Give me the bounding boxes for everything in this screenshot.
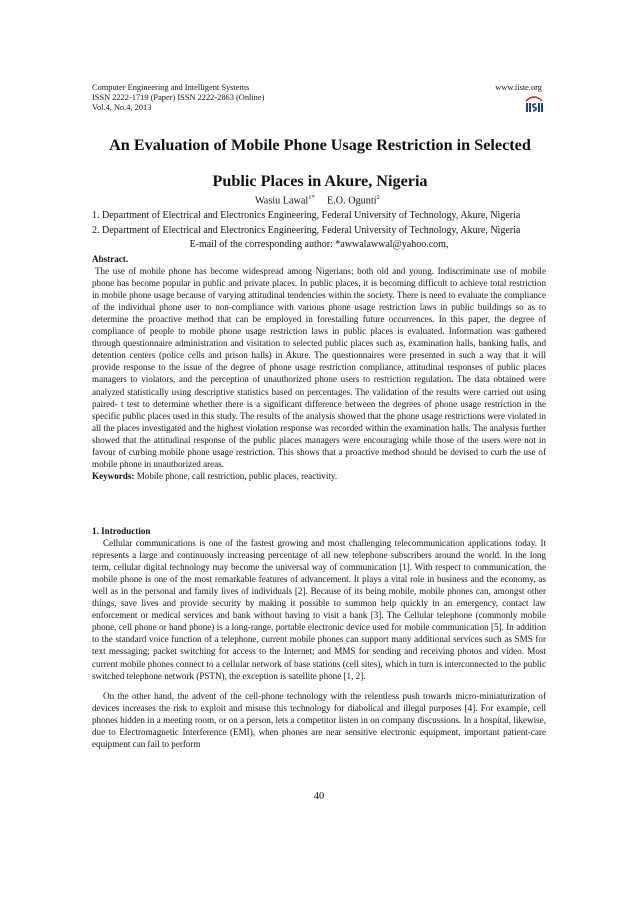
introduction-paragraph-1: Cellular communications is one of the fastest growing and most challenging telecommunication applications today. It represents a large and continuously increasing percentage of all new telephone subscribers around the world. In the long term, cellular digital technology may become the universal way of communication [1]. With respect to communication, the mobile phone is one of the most remarkable features of advancement. It plays a vital role in business and the economy, as well as in the personal and family lives of individuals [2]. Because of its being mobile, mobile phones can, amongst other things, save lives and provide security by making it possible to summon help quickly in an emergency, contact law enforcement or medical services and bank without having to visit a bank [3]. The Cellular telephone (commonly mobile phone, cell phone or hand phone) is a long-range, portable electronic device used for mobile communication [5]. In addition to the standard voice function of a telephone, current mobile phones can support many additional services such as SMS for text messaging; packet switching for access to the Internet; and MMS for sending and receiving photos and video. Most current mobile phones connect to a cellular network of base stations (cell sites), which in turn is interconnected to the public switched telephone network (PSTN), the exception is satellite phone [1, 2]. xyxy=(92,538,546,681)
page-number: 40 xyxy=(313,791,325,802)
journal-issn: ISSN 2222-1719 (Paper) ISSN 2222-2863 (Online) xyxy=(92,93,265,103)
keywords-label: Keywords: xyxy=(92,470,135,481)
journal-url[interactable]: www.iiste.org xyxy=(495,83,542,92)
abstract-section xyxy=(92,253,546,482)
keywords-text: Mobile phone, call restriction, public places, reactivity. xyxy=(136,470,338,481)
affiliations xyxy=(92,209,546,253)
author-2: E.O. Oguntí$^2$ xyxy=(327,194,380,207)
corresponding-email: E-mail of the corresponding author: *awwalawwal@yahoo.com, xyxy=(189,239,449,251)
affiliation-1: 1. Department of Electrical and Electronics Engineering, Federal University of Technology, Akure, Nigeria xyxy=(92,210,521,221)
paper-title: An Evaluation of Mobile Phone Usage Restriction in Selected Public Places in Akure, Nigeria xyxy=(109,136,531,190)
page-header xyxy=(92,83,542,114)
author-1: Wasiu Lawal$^{1*}$ xyxy=(255,194,315,207)
introduction-section xyxy=(92,525,546,750)
affiliation-2: 2. Department of Electrical and Electronics Engineering, Federal University of Technology, Akure, Nigeria xyxy=(92,224,521,236)
journal-name: Computer Engineering and Intelligent Systems xyxy=(92,83,250,92)
keywords-line xyxy=(92,470,546,482)
journal-volume: Vol.4, No.4, 2013 xyxy=(92,103,152,113)
abstract-text: The use of mobile phone has become widespread among Nigerians; both old and young. Indiscriminate use of mobile phone has become popular in public and private places. In public places, it is becoming difficult to achieve total restriction in mobile phone usage because of varying attitudinal tendencies within the society. There is need to evaluate the compliance of the individual phone user to non-compliance with various phone usage restriction laws in public buildings so as to determine the proactive method that can be employed in forestalling future occurrences. In this paper, the degree of compliance of people to mobile phone usage restriction laws in public places is evaluated. Information was gathered through questionnaire administration and visitation to selected public places such as, examination halls, banking halls, and detention centers (police cells and prison halls) in Akure. The questionnaires were presented in such a way that it will provide response to the issue of the degree of phone usage restriction compliance, attitudinal responses of public places managers to violators, and the perception of unauthorized phone users to restriction regulation. The data obtained were analyzed statistically using descriptive statistics based on percentages. The validation of the results were carried out using paired- t test to determine whether there is a significant difference between the degrees of phone usage restriction in the specific public places used in this study. The results of the analysis showed that the phone usage restrictions were violated in all the places investigated and the highest violation response was recorded within the examination halls. The analysis further showed that the attitudinal response of the public places managers were encouraging while those of the users were not in favour of curbing mobile phone usage restriction. This shows that a proactive method should be devised to curb the use of mobile phone in unauthorized areas. xyxy=(92,266,546,469)
abstract-heading: Abstract. xyxy=(92,254,129,264)
introduction-paragraph-2: On the other hand, the advent of the cell-phone technology with the relentless push towards micro-miniaturization of devices increases the risk to exploit and misuse this technology for diabolical and illegal purposes [4]. For example, cell phones hidden in a meeting room, or on a person, lets a competitor listen in on company discussions. In a hospital, likewise, due to Electromagnetic Interference (EMI), when phones are near sensitive electronic equipment, important patient-care equipment can fail to perform xyxy=(92,690,546,749)
iiste-logo-icon xyxy=(524,94,544,113)
introduction-heading: 1. Introduction xyxy=(92,526,151,536)
